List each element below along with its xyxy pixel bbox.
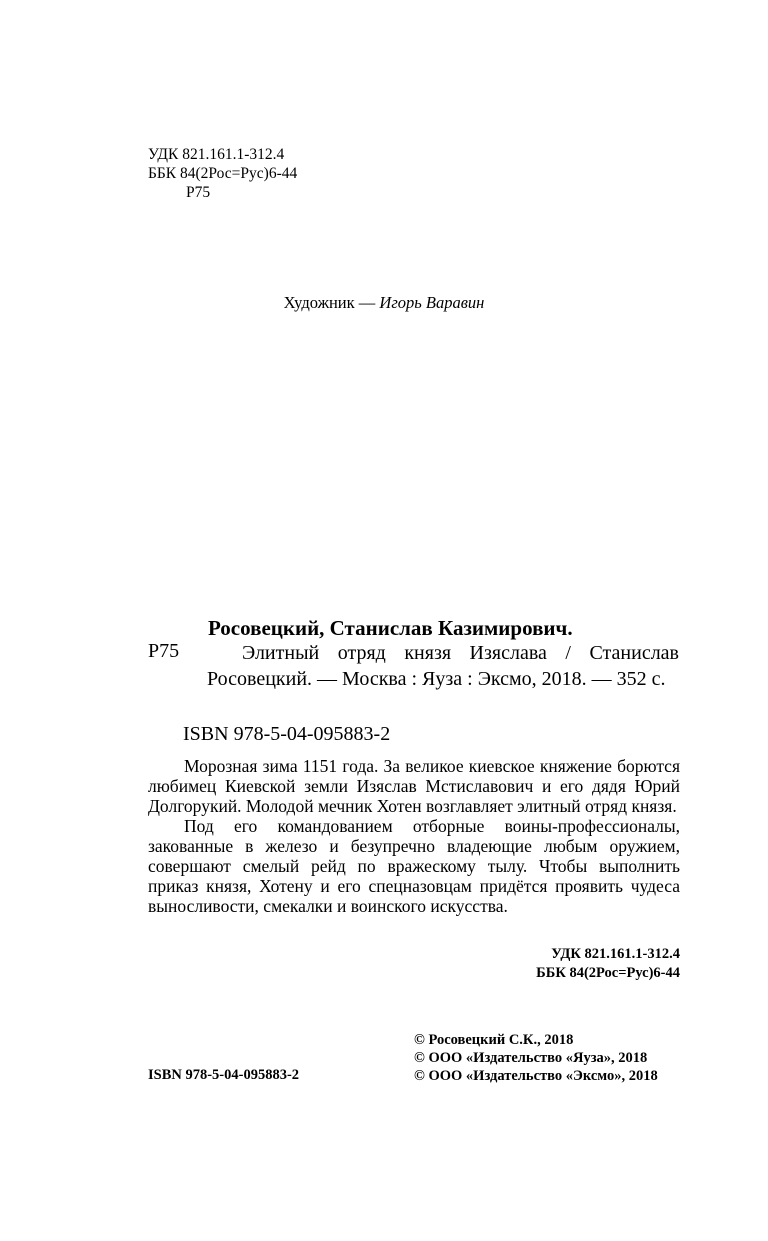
bottom-udk-code: УДК 821.161.1-312.4: [551, 946, 680, 962]
bottom-isbn: ISBN 978-5-04-095883-2: [148, 1067, 300, 1083]
artist-label: Художник —: [283, 293, 380, 312]
artist-credit: [0, 293, 768, 313]
author-mark: Р75: [186, 184, 211, 201]
copyright-block: [414, 1031, 658, 1085]
card-author: Росовецкий, Станислав Казимирович.: [208, 616, 573, 640]
copyright-author: © Росовецкий С.К., 2018: [414, 1032, 574, 1048]
annotation-paragraph-1: Морозная зима 1151 года. За великое киевское княжение борются любимец Киевской земли Изяслав Мстиславович и его дядя Юрий Долгорукий. Молодой мечник Хотен возглавляет элитный отряд князя.: [148, 756, 680, 816]
annotation-paragraph-2: Под его командованием отборные воины-профессионалы, закованные в железо и безупречно владеющие любым оружием, совершают смелый рейд по вражескому тылу. Чтобы выполнить приказ князя, Хотену и его спецназовцам придётся проявить чудеса выносливости, смекалки и воинского искусства.: [148, 816, 680, 916]
card-isbn: ISBN 978-5-04-095883-2: [183, 723, 391, 745]
copyright-eksmo: © ООО «Издательство «Эксмо», 2018: [414, 1068, 658, 1084]
card-title-statement: Элитный отряд князя Изяслава / Станислав Росовецкий. — Москва : Яуза : Эксмо, 2018. — 352 с.: [207, 642, 679, 690]
bottom-classification: [460, 945, 680, 983]
bbk-code: ББК 84(2Рос=Рус)6-44: [148, 165, 298, 182]
annotation: [148, 756, 680, 916]
artist-name: Игорь Варавин: [379, 293, 485, 312]
bottom-bbk-code: ББК 84(2Рос=Рус)6-44: [536, 965, 680, 981]
udk-code: УДК 821.161.1-312.4: [148, 146, 285, 163]
card-author-mark: Р75: [148, 640, 180, 662]
copyright-yauza: © ООО «Издательство «Яуза», 2018: [414, 1050, 648, 1066]
